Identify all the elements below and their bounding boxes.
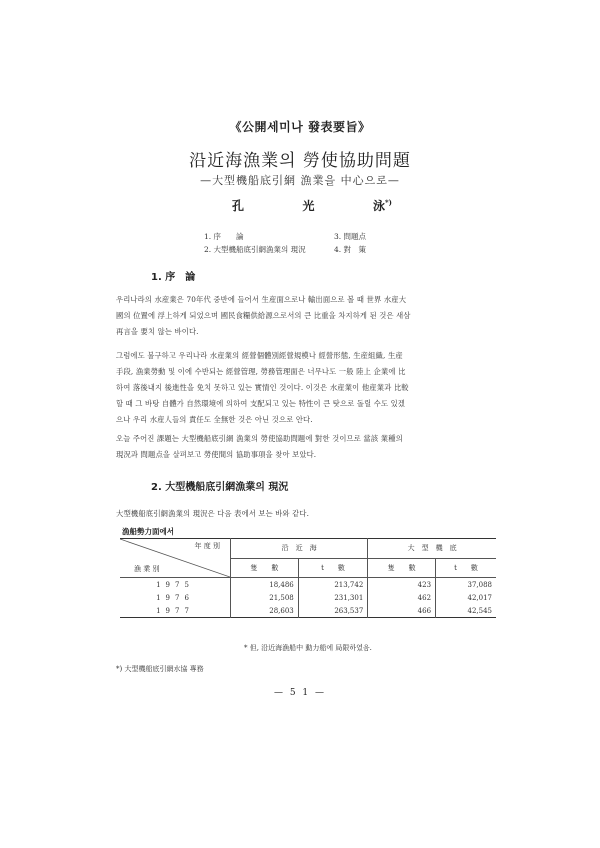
- row-year: 1977: [120, 604, 231, 618]
- paragraph-line: 우리나라의 水産業은 70年代 중반에 들어서 生産面으로나 輸出面으로 볼 때 世界 水産大: [116, 295, 407, 304]
- cell-value: 42,017: [467, 593, 492, 602]
- author-name: [232, 197, 392, 214]
- cell-value: 21,508: [231, 591, 299, 604]
- table-caption: 漁船勢力面에서: [122, 527, 174, 536]
- table-row: [120, 591, 496, 604]
- table-row: [120, 578, 496, 592]
- section-heading-intro: 1. 序 論: [151, 272, 196, 283]
- paragraph-line: 그럼에도 불구하고 우리나라 水産業의 經營個體別經營規模나 經營形態, 生産組織, 生産: [116, 351, 403, 360]
- paper-title: 沿近海漁業의 勞使協助問題: [189, 151, 411, 171]
- cell-value: 423: [368, 578, 436, 592]
- cell-value: 263,537: [298, 604, 368, 618]
- cell-value: 18,486: [231, 578, 299, 592]
- page-number: — 5 1 —: [273, 688, 327, 698]
- row-year: 1976: [120, 591, 231, 604]
- cell-value: 231,301: [298, 591, 368, 604]
- paper-subtitle: —大型機船底引網 漁業을 中心으로—: [200, 174, 400, 187]
- cell-value: 28,603: [231, 604, 299, 618]
- toc-item-3: 3. 問題点: [334, 232, 367, 241]
- paragraph-line: 國의 位置에 浮上하게 되었으며 國民食糧供給源으로서의 큰 比重을 차지하게 된 것은 새삼: [116, 311, 411, 320]
- paragraph-line: 하여 落後내지 後進性을 免치 못하고 있는 實情인 것이다. 이것은 水産業이 他産業과 比較: [116, 383, 409, 392]
- group-header-coastal: 沿 近 海: [231, 539, 368, 559]
- author-char: 光: [302, 199, 315, 213]
- table-header-row: [120, 539, 496, 559]
- author-char-last: 泳*): [373, 198, 392, 213]
- author-footnote-mark: *): [385, 198, 392, 207]
- paragraph-line: 오늘 주어진 課題는 大型機船底引網 漁業의 勞使協助問題에 對한 것이므로 當該 業種의: [116, 434, 403, 443]
- cell-value: 37,088: [467, 580, 492, 589]
- fleet-table: [120, 538, 496, 618]
- subheader-vessels: 隻 數: [231, 558, 299, 578]
- cell-value: 42,545: [467, 606, 492, 615]
- paragraph-line: 手段, 漁業勞動 및 이에 수반되는 經營管理, 勞務管理面은 너무나도 一般 陸上 企業에 比: [116, 367, 406, 376]
- table-row: [120, 604, 496, 618]
- paragraph-line: 現況과 問題点을 살펴보고 勞使間의 協助事項을 찾아 보았다.: [116, 450, 317, 459]
- author-footnote: *) 大型機船底引網水協 專務: [116, 665, 204, 673]
- seminar-label: 《公開세미나 發表要旨》: [229, 120, 371, 134]
- paragraph-line: 으나 우리 水産人들의 責任도 全無한 것은 아닌 것으로 안다.: [116, 415, 313, 424]
- section-heading-status: 2. 大型機船底引網漁業의 現況: [151, 482, 289, 493]
- paragraph-line: 할 때 그 바탕 自體가 自然環境에 의하여 支配되고 있는 特性이 큰 탓으로 돌릴 수도 있겠: [116, 399, 406, 408]
- toc-item-2: 2. 大型機船底引網漁業의 現況: [204, 245, 306, 254]
- row-year: 1975: [120, 578, 231, 592]
- cell-value: 466: [368, 604, 436, 618]
- toc-item-1: 1. 序 論: [204, 232, 244, 241]
- toc-item-4: 4. 對 策: [334, 245, 367, 254]
- group-header-trawl: 大 型 機 底: [368, 539, 496, 559]
- corner-label-fishery: 漁 業 別: [134, 565, 160, 573]
- corner-label-year: 年 度 別: [194, 542, 220, 550]
- table-corner-cell: [120, 539, 231, 578]
- subheader-tonnage: t 數: [298, 558, 368, 578]
- table-note: * 但, 沿近海漁船中 動力船에 局限하였음.: [244, 644, 372, 652]
- paragraph-line: 大型機船底引網漁業의 現況은 다음 表에서 보는 바와 같다.: [116, 509, 310, 518]
- cell-value: 462: [368, 591, 436, 604]
- cell-value: 213,742: [298, 578, 368, 592]
- author-char: 孔: [232, 199, 245, 213]
- subheader-vessels: 隻 數: [368, 558, 436, 578]
- paragraph-line: 再言을 要치 않는 바이다.: [116, 327, 199, 336]
- subheader-tonnage: t 數: [436, 558, 496, 578]
